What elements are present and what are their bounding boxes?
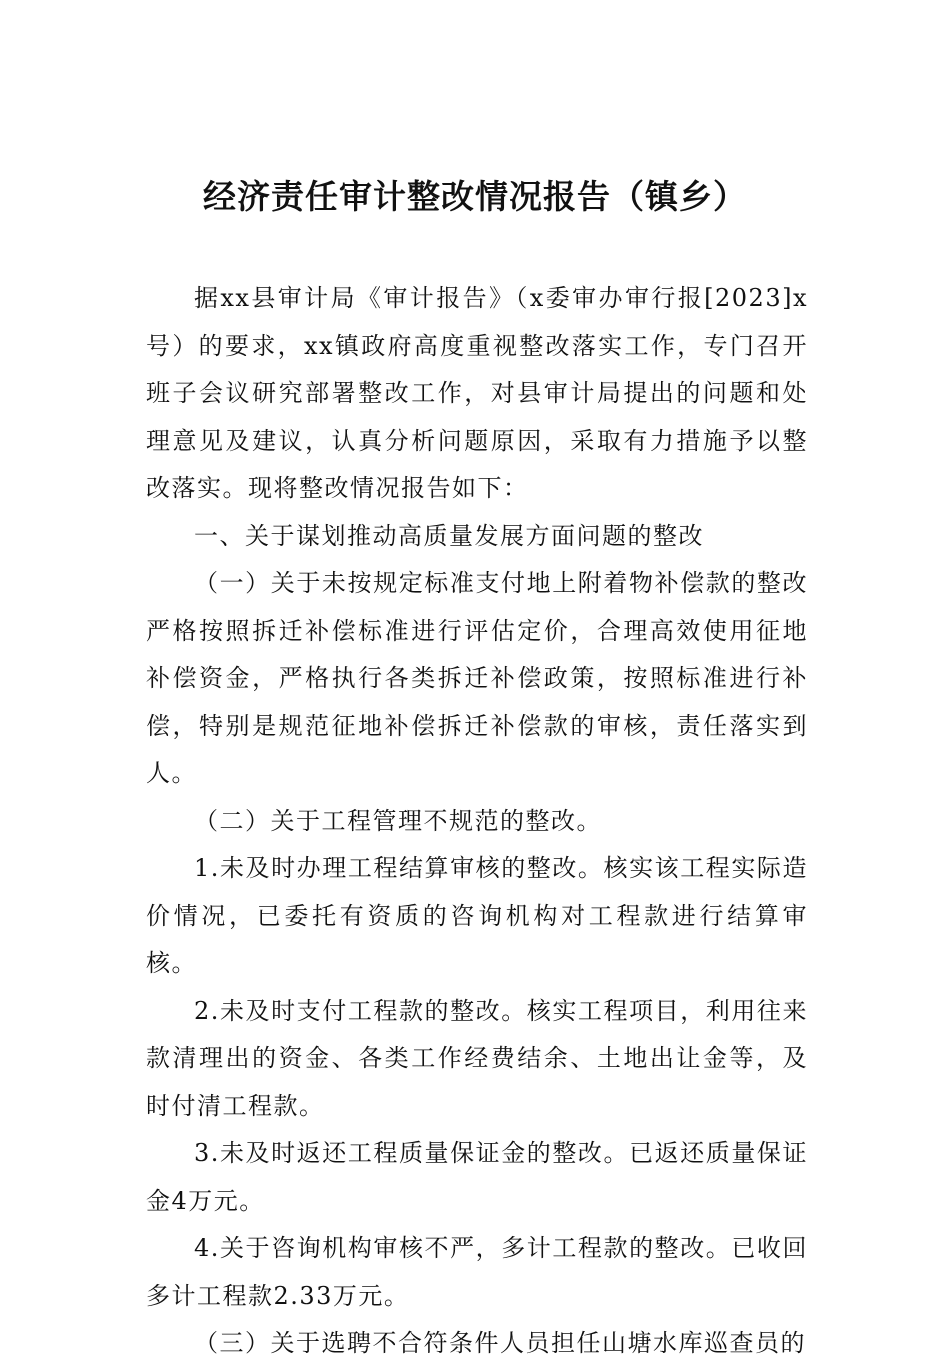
paragraph-subsection-1: （一）关于未按规定标准支付地上附着物补偿款的整改严格按照拆迁补偿标准进行评估定价，合理高效使用征地补偿资金，严格执行各类拆迁补偿政策，按照标准进行补偿，特别是规范征地补偿拆迁补偿款的审核，责任落实到人。 — [146, 569, 808, 787]
document-body — [146, 275, 808, 1368]
paragraph-item-4: 4.关于咨询机构审核不严，多计工程款的整改。已收回多计工程款2.33万元。 — [146, 1234, 808, 1310]
paragraph-subsection-2: （二）关于工程管理不规范的整改。 — [194, 806, 602, 835]
paragraph-item-3: 3.未及时返还工程质量保证金的整改。已返还质量保证金4万元。 — [146, 1139, 808, 1215]
paragraph-intro: 据xx县审计局《审计报告》（x委审办审行报[2023]x号）的要求，xx镇政府高度重视整改落实工作，专门召开班子会议研究部署整改工作，对县审计局提出的问题和处理意见及建议，认真分析问题原因，采取有力措施予以整改落实。现将整改情况报告如下： — [146, 284, 808, 502]
document-title: 经济责任审计整改情况报告（镇乡） — [203, 177, 747, 216]
paragraph-subsection-3: （三）关于选聘不合符条件人员担任山塘水库巡查员的 — [194, 1329, 806, 1357]
paragraph-item-1: 1.未及时办理工程结算审核的整改。核实该工程实际造价情况，已委托有资质的咨询机构对工程款进行结算审核。 — [146, 854, 808, 977]
section-heading-1: 一、关于谋划推动高质量发展方面问题的整改 — [194, 521, 704, 550]
paragraph-item-2: 2.未及时支付工程款的整改。核实工程项目，利用往来款清理出的资金、各类工作经费结余、土地出让金等，及时付清工程款。 — [146, 996, 808, 1120]
